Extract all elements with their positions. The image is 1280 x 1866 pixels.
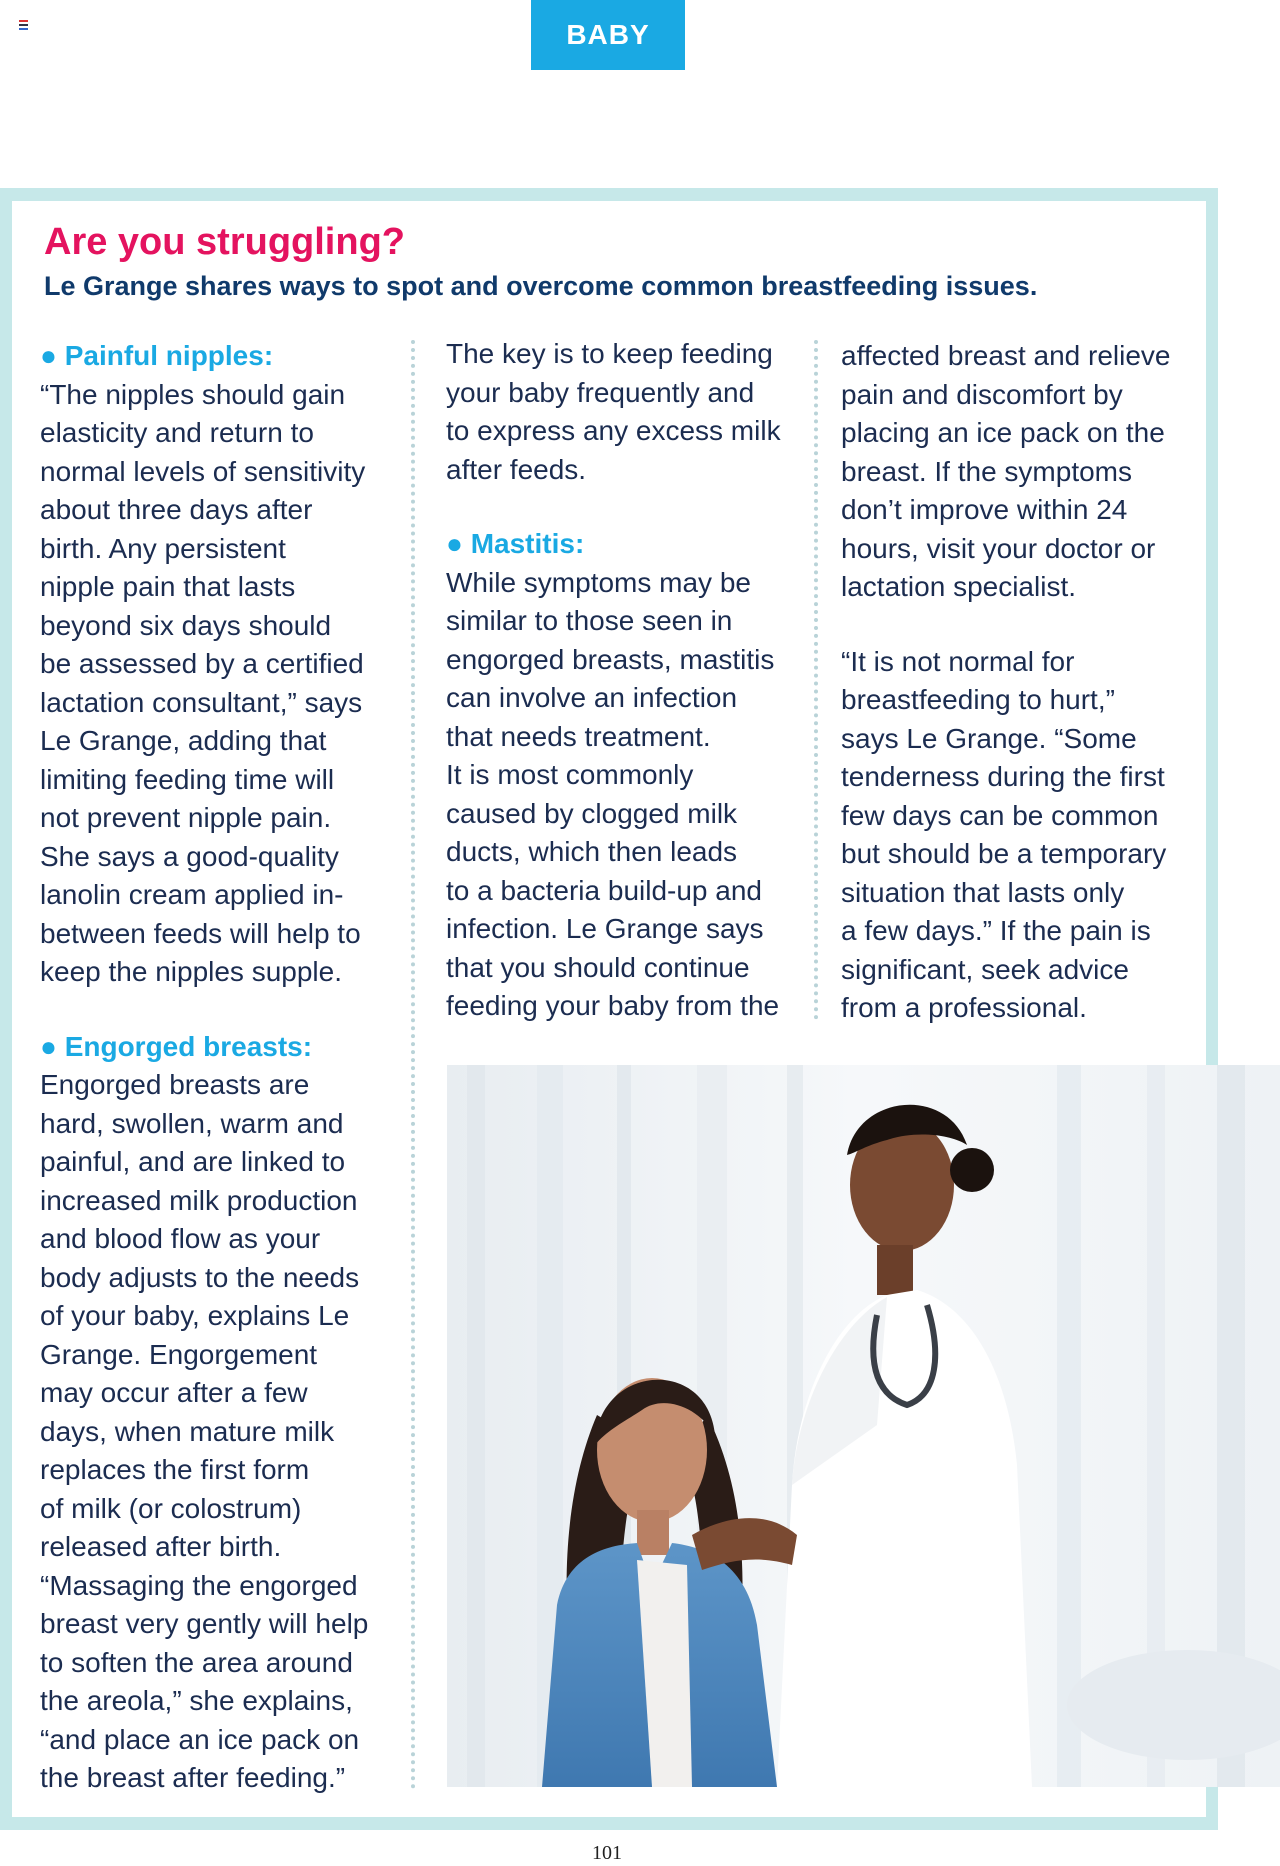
page-number: 101 [592,1842,622,1864]
section-label: BABY [566,19,650,50]
text-line: infection. Le Grange says [446,913,764,944]
text-line: hours, visit your doctor or [841,532,1156,564]
text-line: ducts, which then leads [446,836,738,867]
text-line: and blood flow as your [40,1223,321,1254]
text-line: can involve an infection [446,682,738,713]
text-line: released after birth. [40,1531,282,1562]
text-column-3 [841,337,1201,1028]
text-line: to express any excess milk [446,415,781,446]
text-line: from a professional. [841,992,1087,1023]
text-line: “Massaging the engorged [40,1569,358,1601]
text-line: She says a good-quality [40,840,339,872]
corner-flag-mark [19,20,28,30]
text-line: Engorged breasts are [40,1069,310,1100]
text-line: increased milk production [40,1184,358,1216]
text-line: after feeds. [446,453,587,485]
mastitis-heading: ● Mastitis: [446,528,585,559]
text-line: “The nipples should gain [40,378,346,410]
text-line: situation that lasts only [841,876,1125,908]
article-title: Are you struggling? [44,221,405,263]
text-line: limiting feeding time will [40,763,335,795]
text-line: breast. If the symptoms [841,455,1132,487]
text-line: be assessed by a certified [40,648,364,679]
text-line: few days can be common [841,799,1159,831]
text-line: Grange. Engorgement [40,1338,318,1370]
text-line: caused by clogged milk [446,797,738,829]
text-line: not prevent nipple pain. [40,802,332,833]
text-line: between feeds will help to [40,917,361,949]
text-line: may occur after a few [40,1377,308,1408]
column-divider [814,340,818,1020]
text-column-2 [446,335,802,1026]
text-line: lactation specialist. [841,571,1077,602]
text-line: “and place an ice pack on [40,1723,360,1755]
column-divider [411,340,415,1790]
text-line: affected breast and relieve [841,340,1171,371]
text-line: painful, and are linked to [40,1146,346,1177]
text-line: birth. Any persistent [40,532,286,564]
text-line: keep the nipples supple. [40,956,342,987]
text-line: to soften the area around [40,1646,353,1678]
text-line: nipple pain that lasts [40,571,296,602]
text-line: the breast after feeding.” [40,1762,346,1793]
text-line: breast very gently will help [40,1608,369,1639]
text-line: to a bacteria build-up and [446,874,762,906]
text-line: the areola,” she explains, [40,1685,353,1716]
text-line: says Le Grange. “Some [841,722,1137,754]
text-line: normal levels of sensitivity [40,455,366,487]
text-line: your baby frequently and [446,376,755,408]
text-line: body adjusts to the needs [40,1261,360,1293]
text-line: Le Grange, adding that [40,725,327,756]
engorged-breasts-heading: ● Engorged breasts: [40,1030,313,1062]
text-line: beyond six days should [40,609,332,641]
text-line: lanolin cream applied in- [40,879,344,910]
text-line: engorged breasts, mastitis [446,643,775,675]
text-line: replaces the first form [40,1454,310,1485]
text-line: but should be a temporary [841,838,1167,869]
text-line: pain and discomfort by [841,378,1123,410]
text-line: elasticity and return to [40,417,314,448]
text-line: that needs treatment. [446,720,711,752]
text-line: feeding your baby from the [446,990,780,1021]
text-line: The key is to keep feeding [446,338,773,369]
text-line: placing an ice pack on the [841,417,1165,448]
painful-nipples-heading: ● Painful nipples: [40,340,274,371]
doctor-consultation-photo [447,1065,1280,1787]
section-tab [531,0,685,70]
text-line: tenderness during the first [841,761,1165,792]
text-line: of milk (or colostrum) [40,1492,302,1524]
text-line: about three days after [40,494,313,525]
text-line: hard, swollen, warm and [40,1107,344,1139]
text-line: of your baby, explains Le [40,1300,350,1331]
text-line: similar to those seen in [446,605,733,636]
text-line: lactation consultant,” says [40,686,363,718]
text-line: “It is not normal for [841,645,1075,677]
article-subtitle: Le Grange shares ways to spot and overcome common breastfeeding issues. [44,271,1038,301]
text-line: It is most commonly [446,759,694,790]
text-column-1 [40,337,398,1798]
text-line: that you should continue [446,951,750,983]
text-line: don’t improve within 24 [841,494,1128,525]
text-line: While symptoms may be [446,566,751,598]
text-line: days, when mature milk [40,1415,335,1447]
text-line: a few days.” If the pain is [841,915,1151,946]
text-line: significant, seek advice [841,953,1129,985]
text-line: breastfeeding to hurt,” [841,684,1115,715]
